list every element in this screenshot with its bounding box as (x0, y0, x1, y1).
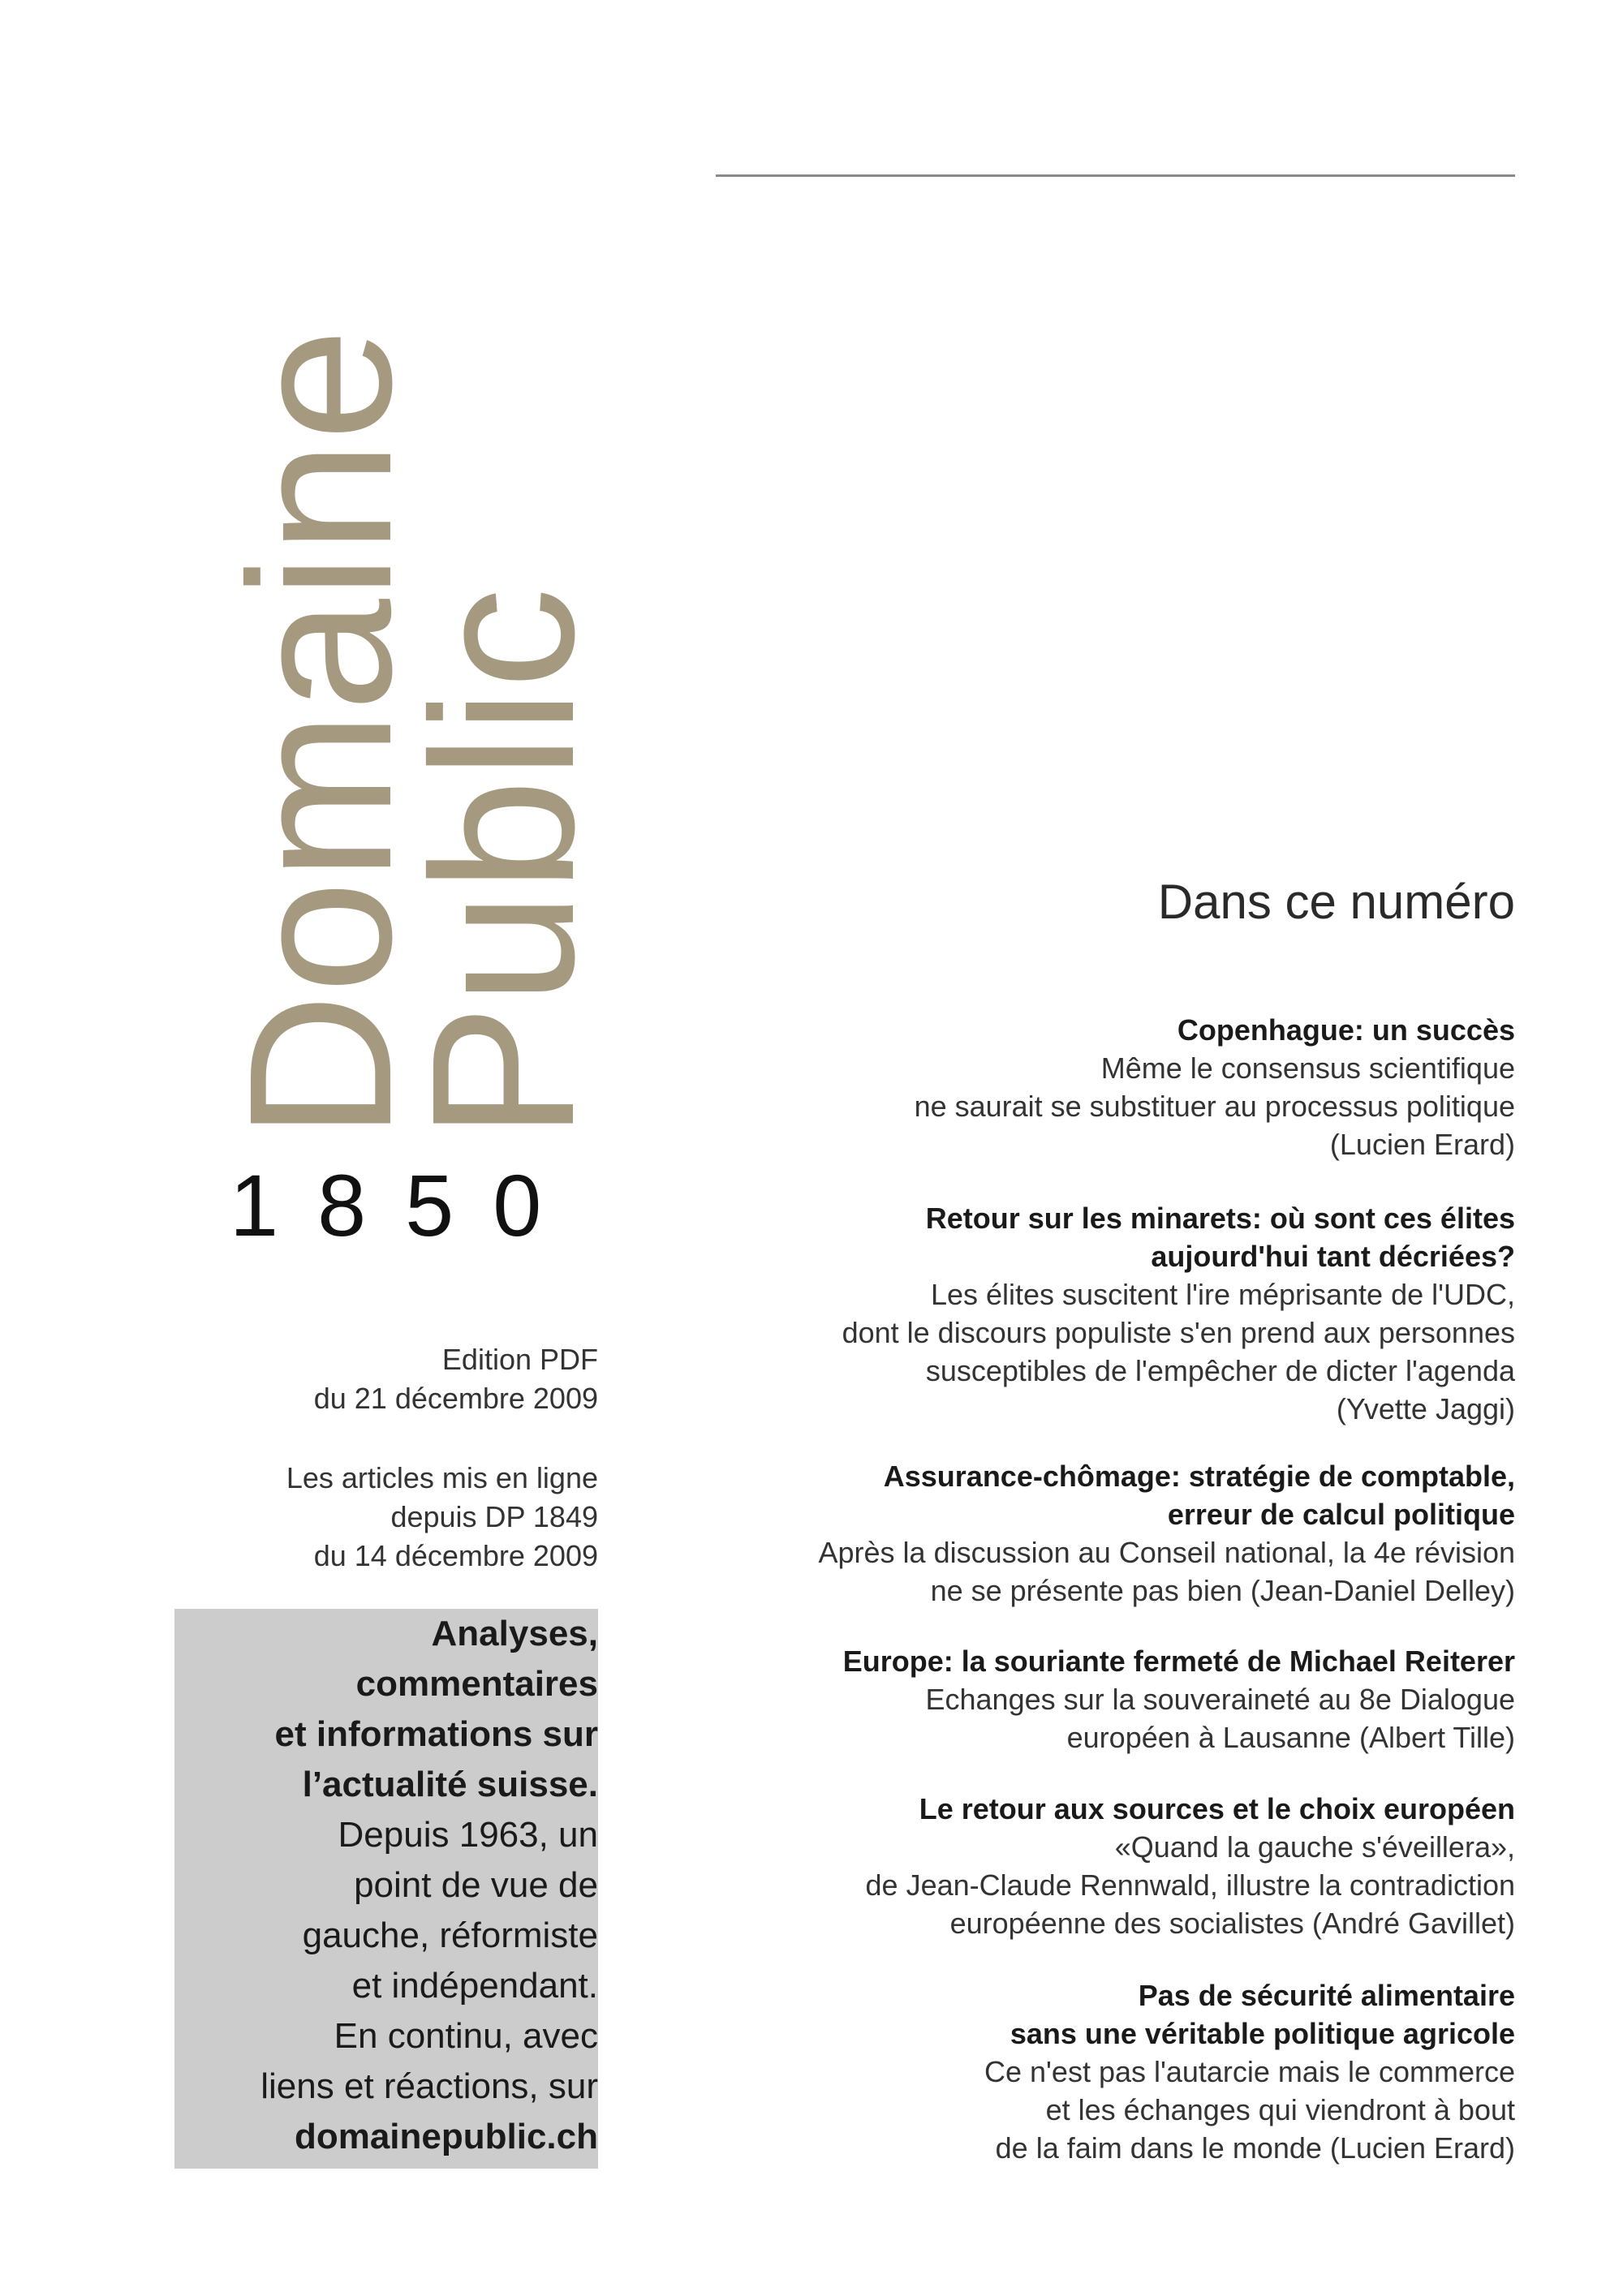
toc-item-desc: Echanges sur la souveraineté au 8e Dialogue (925, 1683, 1515, 1716)
toc-item-title: Retour sur les minarets: où sont ces élites (925, 1202, 1515, 1235)
promo-line: Depuis 1963, un (338, 1815, 598, 1855)
toc-item-title: aujourd'hui tant décriées? (1151, 1240, 1515, 1273)
toc-item-desc: (Yvette Jaggi) (1336, 1392, 1515, 1425)
toc-item-desc: Les élites suscitent l'ire méprisante de l'UDC, (930, 1278, 1515, 1311)
edition-line-1: Edition PDF (441, 1343, 598, 1376)
toc-item-desc: européenne des socialistes (André Gavillet) (949, 1907, 1515, 1940)
articles-line-3: du 14 décembre 2009 (313, 1539, 598, 1572)
toc-item-title: Europe: la souriante fermeté de Michael Reiterer (842, 1645, 1515, 1678)
toc-item[interactable] (622, 1457, 1515, 1610)
contents-heading: Dans ce numéro (1157, 875, 1515, 929)
promo-line: gauche, réformiste (302, 1915, 598, 1955)
top-rule (716, 174, 1515, 177)
promo-line: et informations sur (274, 1714, 598, 1754)
toc-item-desc: ne saurait se substituer au processus politique (914, 1090, 1515, 1123)
toc-item-desc: Après la discussion au Conseil national, la 4e révision (818, 1536, 1515, 1569)
toc-item-title: Pas de sécurité alimentaire (1138, 1979, 1515, 2012)
toc-item-desc: Même le consensus scientifique (1100, 1051, 1515, 1085)
masthead-domaine: Domaine (207, 328, 433, 1140)
edition-info (314, 1340, 598, 1418)
promo-line: et indépendant. (351, 1966, 598, 2006)
toc-item-title: Assurance-chômage: stratégie de comptable, (883, 1460, 1515, 1493)
promo-line: l’actualité suisse. (302, 1765, 598, 1804)
toc-item-title: Le retour aux sources et le choix européen (919, 1792, 1515, 1825)
articles-line-1: Les articles mis en ligne (286, 1461, 598, 1494)
toc-item[interactable] (622, 1199, 1515, 1428)
website-link[interactable]: domainepublic.ch (294, 2117, 598, 2156)
toc-item-desc: européen à Lausanne (Albert Tille) (1066, 1721, 1515, 1754)
toc-item-desc: et les échanges qui viendront à bout (1045, 2093, 1515, 2126)
toc-item-desc: (Lucien Erard) (1329, 1128, 1515, 1161)
articles-line-2: depuis DP 1849 (390, 1500, 598, 1533)
issue-number: 1850 (230, 1156, 581, 1254)
toc-item-desc: de Jean-Claude Rennwald, illustre la contradiction (865, 1868, 1515, 1902)
toc-item[interactable] (622, 1790, 1515, 1942)
toc-item[interactable] (622, 1011, 1515, 1163)
toc-item-title: sans une véritable politique agricole (1010, 2017, 1515, 2050)
toc-item-title: erreur de calcul politique (1167, 1498, 1515, 1531)
toc-item-desc: de la faim dans le monde (Lucien Erard) (995, 2131, 1515, 2165)
promo-line: commentaires (355, 1664, 598, 1704)
masthead-public: Public (390, 587, 616, 1140)
toc-item-desc: ne se présente pas bien (Jean-Daniel Delley) (930, 1574, 1515, 1607)
toc-item[interactable] (622, 1642, 1515, 1756)
promo-line: Analyses, (431, 1614, 598, 1653)
promo-line: point de vue de (354, 1865, 598, 1905)
promo-line: liens et réactions, sur (260, 2066, 598, 2106)
edition-line-2: du 21 décembre 2009 (313, 1382, 598, 1415)
toc-item-desc: susceptibles de l'empêcher de dicter l'agenda (925, 1354, 1515, 1387)
articles-online-info (286, 1459, 598, 1576)
toc-item-desc: «Quand la gauche s'éveillera», (1114, 1830, 1515, 1864)
promo-box (174, 1609, 598, 2169)
toc-item-title: Copenhague: un succès (1177, 1013, 1515, 1047)
toc-item-desc: dont le discours populiste s'en prend aux personnes (842, 1316, 1515, 1349)
toc-item-desc: Ce n'est pas l'autarcie mais le commerce (984, 2055, 1515, 2088)
toc-item[interactable] (622, 1976, 1515, 2167)
promo-line: En continu, avec (334, 2016, 598, 2056)
